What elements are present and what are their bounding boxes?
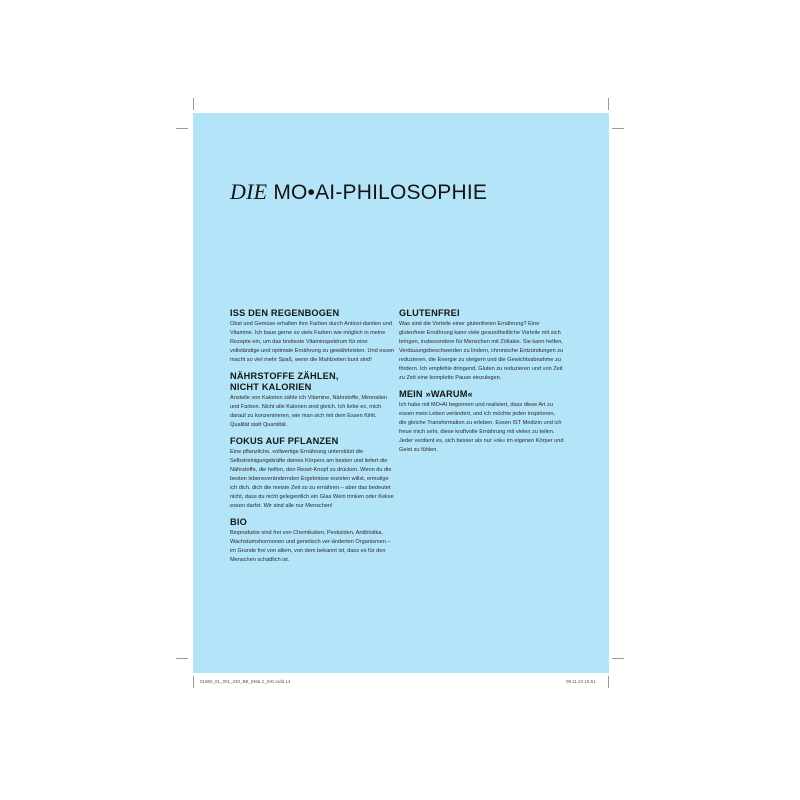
section-heading: ISS DEN REGENBOGEN	[230, 308, 340, 318]
section-glutenfrei	[399, 308, 564, 383]
left-column	[230, 308, 395, 571]
section-body: Anstelle von Kalorien zähle ich Vitamine, Nährstoffe, Mineralien und Farben. Nicht alle Kalorien sind gleich. Ich liebe es, mich darauf zu konzentrieren, wie man sich mit dem Essen fühlt. Qualität statt Quantität.	[230, 395, 388, 428]
crop-mark	[176, 128, 188, 129]
right-column	[399, 308, 564, 461]
slug-file-info: 01960_01_001_240_BB_EMa 2_SIG.indd 14	[200, 679, 291, 684]
section-heading: FOKUS AUF PFLANZEN	[230, 436, 339, 446]
slug-date-info: 09.11.24 15:51	[566, 679, 596, 684]
section-mein-warum	[399, 389, 564, 455]
section-body: Ich habe mit MO•AI begonnen und realisiert, dass diese Art zu essen mein Leben verändert, und ich möchte jeden inspirieren, die gleiche Transformation zu erleben. Essen IST Medizin und ich freue mich sehr, diese kraftvolle Ernährung mit vielen zu teilen. Jeder verdient es, sich besser als nur »ok« im eigenen Körper und Geist zu fühlen.	[399, 402, 564, 453]
crop-mark	[176, 658, 188, 659]
section-body: Obst und Gemüse erhalten ihre Farben durch Antioxi-dantien und Vitamine. Ich baue gerne so viele Farben wie möglich in meine Rezepte ein, um das breiteste Vitaminspektrum für eine vollständige und optimale Ernährung zu gewährleisten. Und essen macht so viel mehr Spaß, wenn die Mahlzeiten bunt sind!	[230, 321, 395, 363]
crop-mark	[612, 128, 624, 129]
title-sans-part: MO•AI-PHILOSOPHIE	[273, 181, 488, 204]
section-bio	[230, 517, 395, 565]
section-naehrstoffe	[230, 371, 395, 430]
crop-mark	[193, 98, 194, 110]
crop-mark	[608, 676, 609, 688]
page-title	[230, 179, 487, 205]
crop-mark	[612, 658, 624, 659]
crop-mark	[608, 98, 609, 110]
crop-mark	[193, 676, 194, 688]
section-body: Was sind die Vorteile einer glutenfreien Ernährung? Eine glutenfreie Ernährung kann viele gesundheitliche Vorteile mit sich bringen, insbesondere für Menschen mit Zöliakie. Sie kann helfen, Verdauungsbeschwerden zu lindern, chronische Entzündungen zu reduzieren, die Energie zu steigern und die Gewichtsabnahme zu fördern. Ich empfehle dringend, Gluten zu reduzieren und von Zeit zu Zeit eine komplette Pause einzulegen.	[399, 321, 564, 381]
section-body: Eine pflanzliche, vollwertige Ernährung unterstützt die Selbstreinigungskräfte deines Körpers am besten und liefert die Nährstoffe, die helfen, den Reset-Knopf zu drücken. Wenn du die besten lebensverändernden Ergebnisse erzielen willst, ermutige ich dich, dich die meiste Zeit so zu ernähren – aber das bedeutet nicht, dass du nicht gelegentlich ein Glas Wein trinken oder Kekse essen darfst. Wir sind alle nur Menschen!	[230, 449, 394, 509]
title-serif-part: DIE	[230, 179, 268, 204]
section-heading: NÄHRSTOFFE ZÄHLEN, NICHT KALORIEN	[230, 371, 339, 392]
section-heading: BIO	[230, 517, 247, 527]
section-heading: MEIN »WARUM«	[399, 389, 473, 399]
section-body: Bioprodukte sind frei von Chemikalien, Pestiziden, Antibiotika, Wachstumshormonen und genetisch ver-änderten Organismen – im Grunde frei von allem, von dem bekannt ist, dass es für den Menschen schädlich ist.	[230, 530, 391, 563]
section-iss-den-regenbogen	[230, 308, 395, 365]
section-fokus-auf-pflanzen	[230, 436, 395, 511]
section-heading: GLUTENFREI	[399, 308, 460, 318]
document-page	[193, 113, 609, 673]
